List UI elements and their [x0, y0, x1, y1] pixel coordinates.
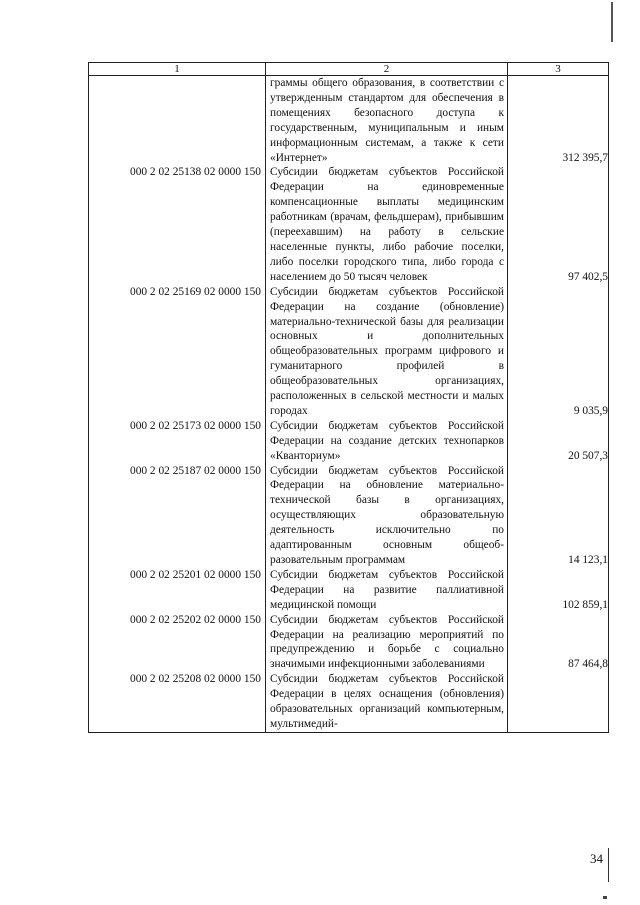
row-amount: [508, 672, 609, 732]
page-number: 34: [590, 851, 603, 866]
row-amount: 97 402,5: [508, 165, 609, 284]
budget-code: [89, 76, 266, 166]
column-header-2: 2: [266, 63, 508, 76]
budget-code: 000 2 02 25138 02 0000 150: [89, 165, 266, 284]
row-amount: 87 464,8: [508, 613, 609, 673]
table-row: [89, 285, 609, 419]
table-row: [89, 419, 609, 464]
table-row: [89, 464, 609, 568]
budget-code: 000 2 02 25201 02 0000 150: [89, 568, 266, 613]
row-description: Субсидии бюджетам субъектов Российской Федерации на создание детских технопарков «Кванториум»: [266, 419, 508, 464]
row-description: Субсидии бюджетам субъектов Российской Федерации на обновление материально-технической базы в организациях, осуществляющих образовательную деятельность исключительно по адаптированным основным общеобразовательным программам: [266, 464, 508, 568]
row-description: Субсидии бюджетам субъектов Российской Федерации в целях оснащения (обновления) образовательных организаций компьютерным, мультимедий-: [266, 672, 508, 732]
row-description: Субсидии бюджетам субъектов Российской Федерации на создание (обновление) материально-технической базы для реализации основных и дополнительных общеобразовательных программ цифрового и гуманитарного профилей в общеобразовательных организациях, расположенных в сельской местности и малых городах: [266, 285, 508, 419]
scan-edge-line: [608, 848, 609, 882]
row-description: Субсидии бюджетам субъектов Российской Федерации на реализацию мероприятий по предупреждению и борьбе с социально значимыми инфекционными заболеваниями: [266, 613, 508, 673]
column-header-3: 3: [508, 63, 609, 76]
column-header-1: 1: [89, 63, 266, 76]
row-description: Субсидии бюджетам субъектов Российской Федерации на единовременные компенсационные выплаты медицинским работникам (врачам, фельдшерам), прибывшим (переехавшим) на работу в сельские населенные пункты, либо рабочие поселки, либо поселки городского типа, либо города с населением до 50 тысяч человек: [266, 165, 508, 284]
row-amount: 14 123,1: [508, 464, 609, 568]
budget-code: 000 2 02 25202 02 0000 150: [89, 613, 266, 673]
row-amount: 312 395,7: [508, 76, 609, 166]
scan-artifact: [603, 896, 607, 899]
table-header-row: [89, 63, 609, 76]
table-row: [89, 568, 609, 613]
budget-table: [88, 62, 609, 733]
row-description: Субсидии бюджетам субъектов Российской Федерации на развитие паллиативной медицинской помощи: [266, 568, 508, 613]
scan-artifact: [611, 2, 613, 42]
table-row: [89, 613, 609, 673]
row-description: граммы общего образования, в соответствии с утвержденным стандартом для обеспечения в помещениях безопасного доступа к государственным, муниципальным и иным информационным системам, а также к сети «Интернет»: [266, 76, 508, 166]
budget-code: 000 2 02 25169 02 0000 150: [89, 285, 266, 419]
table-row: [89, 165, 609, 284]
budget-code: 000 2 02 25187 02 0000 150: [89, 464, 266, 568]
row-amount: 9 035,9: [508, 285, 609, 419]
row-amount: 20 507,3: [508, 419, 609, 464]
row-amount: 102 859,1: [508, 568, 609, 613]
table-row: [89, 672, 609, 732]
budget-code: 000 2 02 25208 02 0000 150: [89, 672, 266, 732]
budget-code: 000 2 02 25173 02 0000 150: [89, 419, 266, 464]
table-row: [89, 76, 609, 166]
